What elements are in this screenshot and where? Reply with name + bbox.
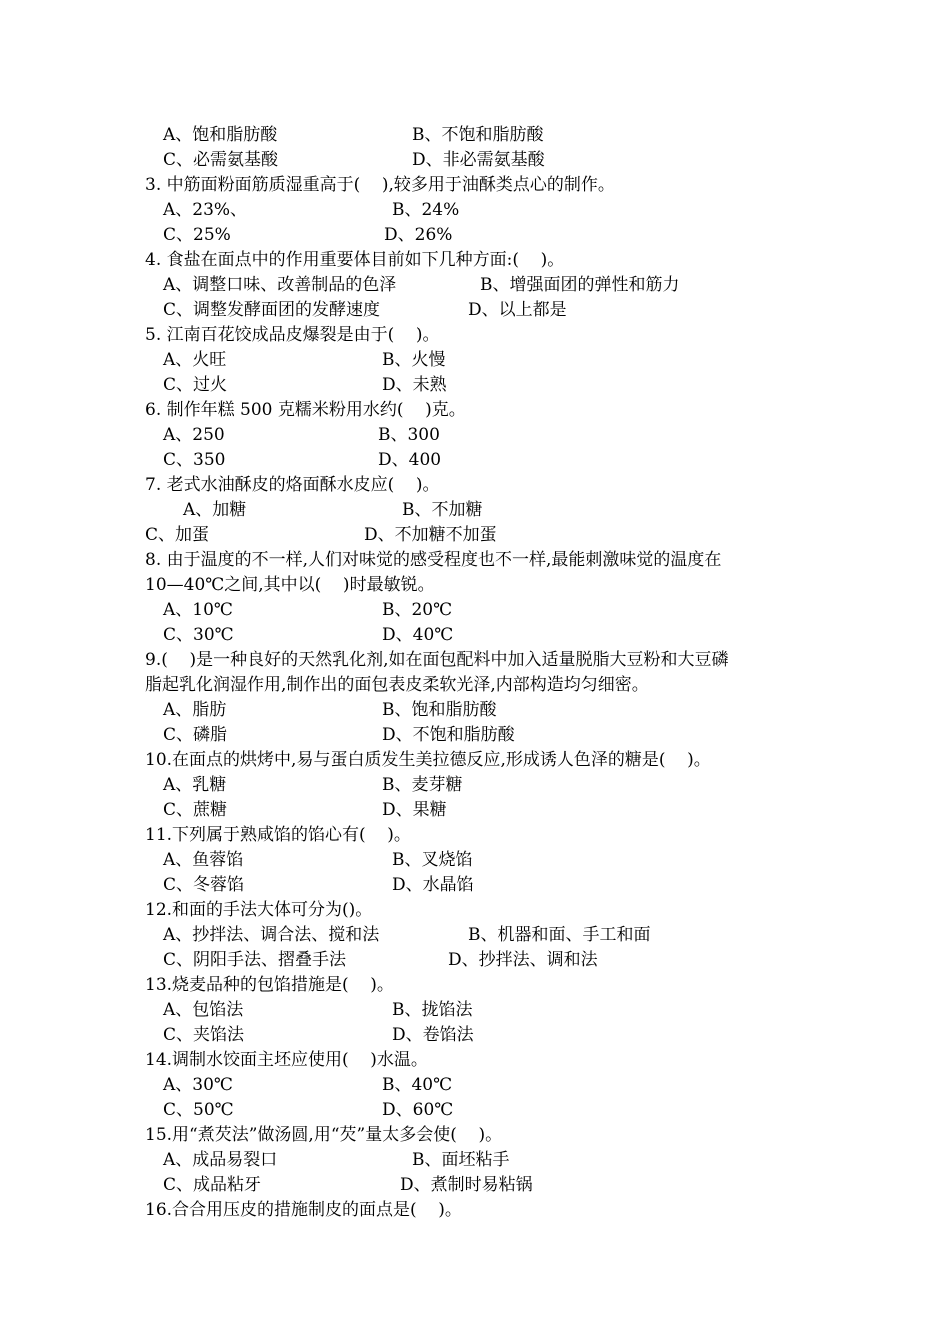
question-9-cont: 脂起乳化润湿作用,制作出的面包表皮柔软光泽,内部构造均匀细密。 — [145, 675, 649, 695]
option-line: B、面坯粘手 — [412, 1150, 510, 1170]
question-8: 8. 由于温度的不一样,人们对味觉的感受程度也不一样,最能刺激味觉的温度在 — [145, 550, 722, 570]
question-14: 14.调制水饺面主坯应使用( )水温。 — [145, 1050, 428, 1070]
option-line: A、脂肪 — [163, 700, 227, 720]
option-line: C、调整发酵面团的发酵速度 — [163, 300, 381, 320]
option-line: C、磷脂 — [163, 725, 228, 745]
option-line: D、水晶馅 — [392, 875, 474, 895]
option-line: B、300 — [378, 425, 440, 445]
option-line: B、火慢 — [382, 350, 446, 370]
option-line: B、叉烧馅 — [392, 850, 473, 870]
option-line: C、蔗糖 — [163, 800, 228, 820]
question-3: 3. 中筋面粉面筋质湿重高于( ),较多用于油酥类点心的制作。 — [145, 175, 615, 195]
option-line: D、26% — [384, 225, 453, 245]
option-line: C、25% — [163, 225, 231, 245]
option-line: B、增强面团的弹性和筋力 — [480, 275, 680, 295]
option-line: D、不加糖不加蛋 — [364, 525, 497, 545]
option-line: B、24% — [392, 200, 460, 220]
question-13: 13.烧麦品种的包馅措施是( )。 — [145, 975, 394, 995]
option-line: A、火旺 — [163, 350, 227, 370]
question-15: 15.用“煮芡法”做汤圆,用“芡”量太多会使( )。 — [145, 1125, 503, 1145]
option-line: D、400 — [378, 450, 442, 470]
question-11: 11.下列属于熟咸馅的馅心有( )。 — [145, 825, 411, 845]
option-line: A、包馅法 — [163, 1000, 244, 1020]
option-line: C、350 — [163, 450, 226, 470]
question-4: 4. 食盐在面点中的作用重要体目前如下几种方面:( )。 — [145, 250, 565, 270]
option-line: C、夹馅法 — [163, 1025, 245, 1045]
option-line: C、必需氨基酸 — [163, 150, 279, 170]
option-line: A、成品易裂口 — [163, 1150, 278, 1170]
question-16: 16.合合用压皮的措施制皮的面点是( )。 — [145, 1200, 462, 1220]
option-line: B、机器和面、手工和面 — [468, 925, 651, 945]
option-line: A、调整口味、改善制品的色泽 — [163, 275, 397, 295]
option-line: B、不饱和脂肪酸 — [412, 125, 544, 145]
option-line: C、成品粘牙 — [163, 1175, 262, 1195]
question-10: 10.在面点的烘烤中,易与蛋白质发生美拉德反应,形成诱人色泽的糖是( )。 — [145, 750, 711, 770]
option-line: A、抄拌法、调合法、搅和法 — [163, 925, 380, 945]
question-7: 7. 老式水油酥皮的烙面酥水皮应( )。 — [145, 475, 440, 495]
option-line: B、40℃ — [382, 1075, 453, 1095]
option-line: C、冬蓉馅 — [163, 875, 245, 895]
option-line: D、煮制时易粘锅 — [400, 1175, 533, 1195]
option-line: D、40℃ — [382, 625, 454, 645]
option-line: B、拢馅法 — [392, 1000, 473, 1020]
option-line: A、10℃ — [163, 600, 233, 620]
option-line: D、抄拌法、调和法 — [448, 950, 598, 970]
option-line: D、果糖 — [382, 800, 447, 820]
option-line: A、30℃ — [163, 1075, 233, 1095]
option-line: C、加蛋 — [145, 525, 210, 545]
question-12: 12.和面的手法大体可分为()。 — [145, 900, 373, 920]
option-line: B、饱和脂肪酸 — [382, 700, 497, 720]
option-line: D、卷馅法 — [392, 1025, 474, 1045]
option-line: A、加糖 — [183, 500, 247, 520]
option-line: D、以上都是 — [468, 300, 567, 320]
question-5: 5. 江南百花饺成品皮爆裂是由于( )。 — [145, 325, 440, 345]
question-9: 9.( )是一种良好的天然乳化剂,如在面包配料中加入适量脱脂大豆粉和大豆磷 — [145, 650, 729, 670]
option-line: A、鱼蓉馅 — [163, 850, 244, 870]
question-8-cont: 10—40℃之间,其中以( )时最敏锐。 — [145, 575, 435, 595]
option-line: B、20℃ — [382, 600, 453, 620]
option-line: C、30℃ — [163, 625, 234, 645]
option-line: D、非必需氨基酸 — [412, 150, 545, 170]
option-line: D、60℃ — [382, 1100, 454, 1120]
option-line: A、乳糖 — [163, 775, 227, 795]
option-line: B、不加糖 — [402, 500, 483, 520]
option-line: A、250 — [163, 425, 225, 445]
option-line: C、过火 — [163, 375, 228, 395]
option-line: B、麦芽糖 — [382, 775, 463, 795]
option-line: D、不饱和脂肪酸 — [382, 725, 515, 745]
option-line: C、阴阳手法、摺叠手法 — [163, 950, 347, 970]
question-6: 6. 制作年糕 500 克糯米粉用水约( )克。 — [145, 400, 466, 420]
option-line: C、50℃ — [163, 1100, 234, 1120]
option-line: A、饱和脂肪酸 — [163, 125, 278, 145]
option-line: A、23%、 — [163, 200, 248, 220]
option-line: D、未熟 — [382, 375, 447, 395]
